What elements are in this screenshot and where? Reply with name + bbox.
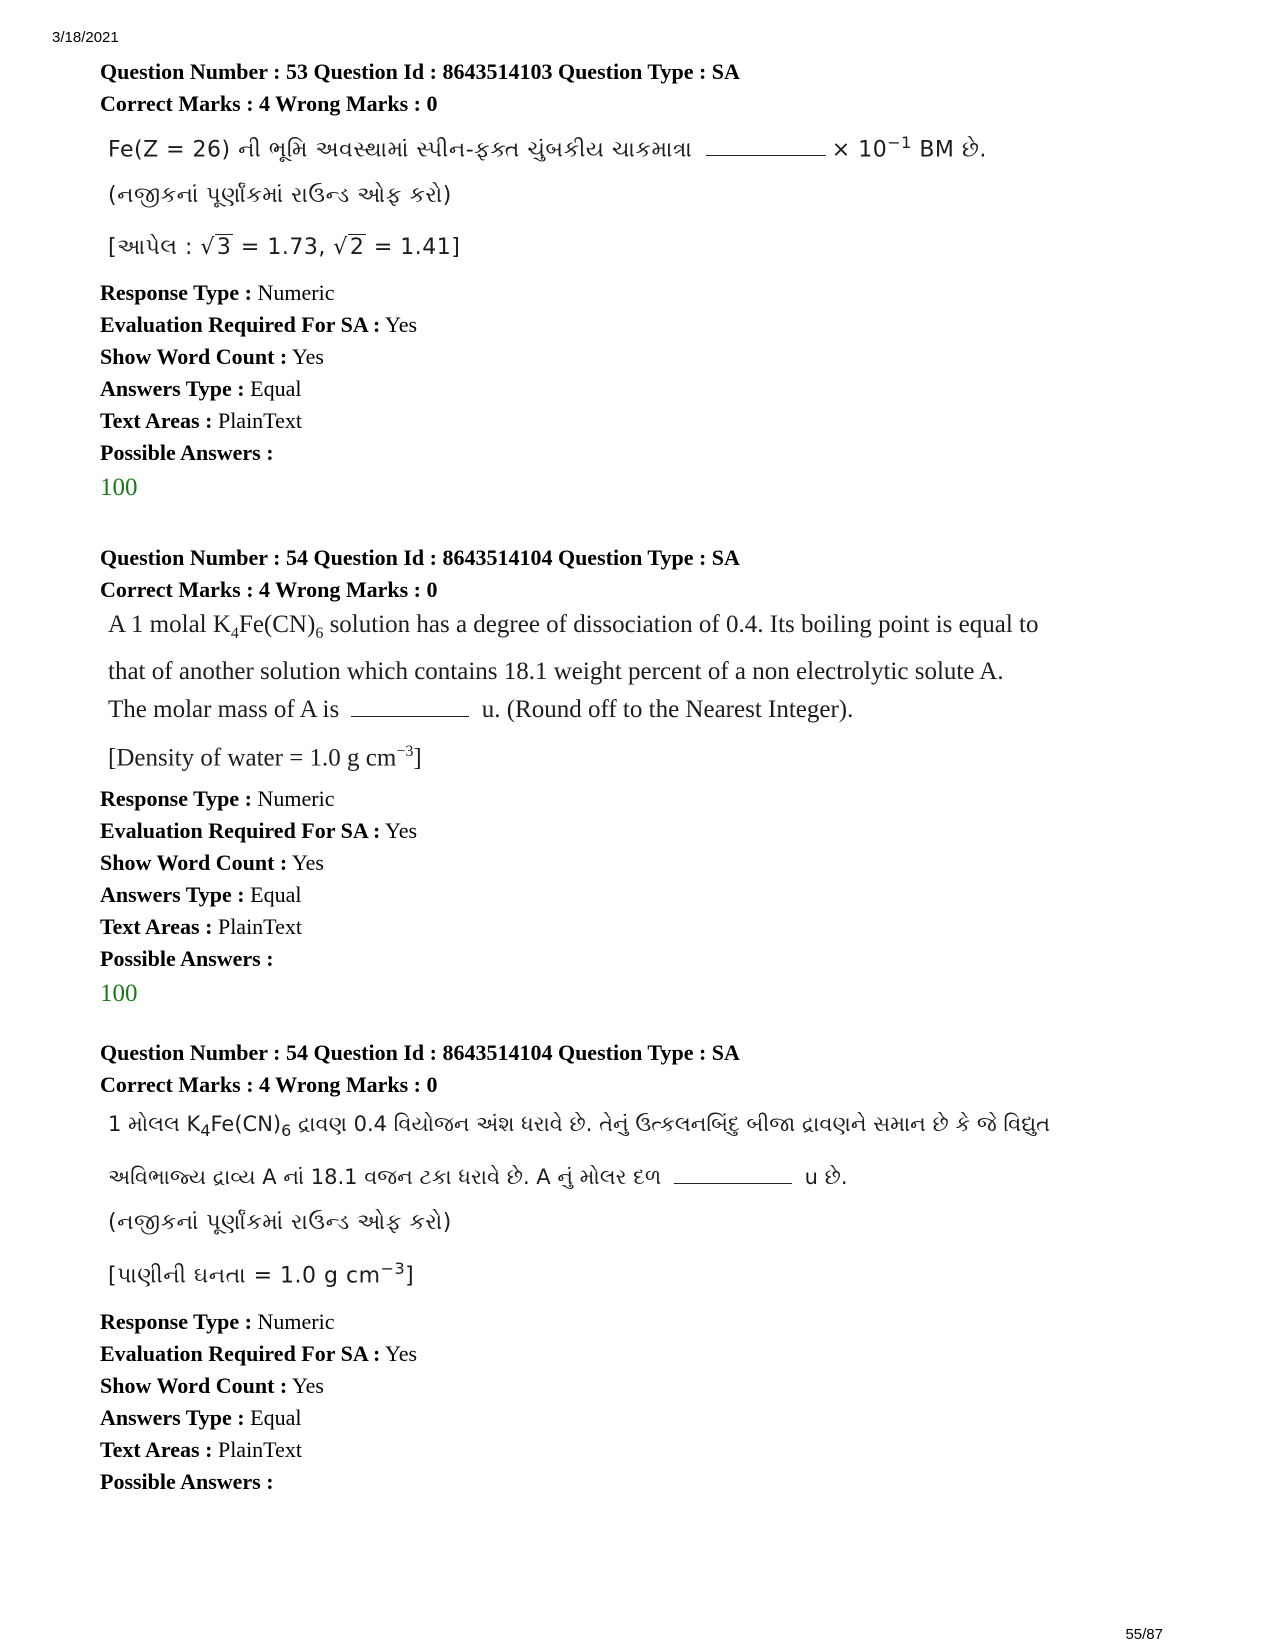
text-areas: Text Areas : PlainText — [100, 1436, 302, 1462]
question-text-line: [પાણીની ઘનતા = 1.0 g $cm^{-3}$] — [108, 1259, 415, 1289]
show-word-count: Show Word Count : Yes — [100, 344, 324, 370]
question-53-block — [100, 56, 1180, 507]
possible-answer-value: 100 — [100, 474, 138, 502]
page-number: 55/87 — [1125, 1626, 1163, 1643]
answers-type: Answers Type : Equal — [100, 882, 302, 908]
answer-blank — [674, 1173, 792, 1184]
text-areas: Text Areas : PlainText — [100, 914, 302, 940]
answers-type: Answers Type : Equal — [100, 376, 302, 402]
question-marks: Correct Marks : 4 Wrong Marks : 0 — [100, 91, 438, 116]
question-header: Question Number : 54 Question Id : 8643514104 Question Type : SA — [100, 545, 740, 570]
question-text-line: (નજીકનાં પૂર્ણાંકમાં રાઉન્ડ ઓફ કરો) — [108, 1210, 452, 1236]
question-marks: Correct Marks : 4 Wrong Marks : 0 — [100, 1072, 438, 1097]
question-text-line: અવિભાજ્ય દ્રાવ્ય A નાં 18.1 વજન ટકા ધરાવે છે. A નું મોલર દળ u છે. — [108, 1165, 848, 1190]
possible-answers-label: Possible Answers : — [100, 440, 274, 466]
question-marks: Correct Marks : 4 Wrong Marks : 0 — [100, 577, 438, 602]
question-54-gu-block — [100, 1037, 1180, 1498]
possible-answers-label: Possible Answers : — [100, 1468, 274, 1494]
response-type: Response Type : Numeric — [100, 1308, 335, 1334]
question-text-line: The molar mass of A is u. (Round off to the Nearest Integer). — [108, 696, 854, 723]
show-word-count: Show Word Count : Yes — [100, 1372, 324, 1398]
show-word-count: Show Word Count : Yes — [100, 850, 324, 876]
response-type: Response Type : Numeric — [100, 280, 335, 306]
text-areas: Text Areas : PlainText — [100, 408, 302, 434]
question-text-line: [Density of water = 1.0 g $cm^{-3}$] — [108, 743, 422, 772]
question-text-line: that of another solution which contains 18.1 weight percent of a non electrolytic solute A. — [108, 658, 1004, 685]
question-text-line: (નજીકનાં પૂર્ણાંકમાં રાઉન્ડ ઓફ કરો) — [108, 183, 452, 209]
question-text-line: A 1 molal $K_4Fe(CN)_6$ solution has a degree of dissociation of 0.4. Its boiling point is equal to — [108, 611, 1039, 642]
print-date: 3/18/2021 — [52, 29, 119, 46]
response-type: Response Type : Numeric — [100, 786, 335, 812]
question-text-line: [આપેલ : √3 = 1.73, √2 = 1.41] — [108, 235, 461, 261]
evaluation-required: Evaluation Required For SA : Yes — [100, 1340, 418, 1366]
evaluation-required: Evaluation Required For SA : Yes — [100, 818, 418, 844]
question-54-en-block — [100, 542, 1180, 1013]
answer-blank — [706, 145, 826, 156]
evaluation-required: Evaluation Required For SA : Yes — [100, 312, 418, 338]
answers-type: Answers Type : Equal — [100, 1404, 302, 1430]
question-text-line: Fe(Z = 26) ની ભૂમિ અવસ્થામાં સ્પીન-ફક્ત ચુંબકીય ચાકમાત્રા × $10^{-1}$ BM છે. — [108, 133, 987, 163]
possible-answer-value: 100 — [100, 980, 138, 1008]
answer-blank — [351, 706, 469, 717]
question-text-line: 1 મોલલ $K_4Fe(CN)_6$ દ્રાવણ 0.4 વિયોજન અંશ ધરાવે છે. તેનું ઉત્કલનબિંદુ બીજા દ્રાવણને સમાન છે કે જે વિદ્યુત — [108, 1112, 1051, 1141]
question-header: Question Number : 54 Question Id : 8643514104 Question Type : SA — [100, 1040, 740, 1065]
question-header: Question Number : 53 Question Id : 8643514103 Question Type : SA — [100, 59, 740, 84]
possible-answers-label: Possible Answers : — [100, 946, 274, 972]
